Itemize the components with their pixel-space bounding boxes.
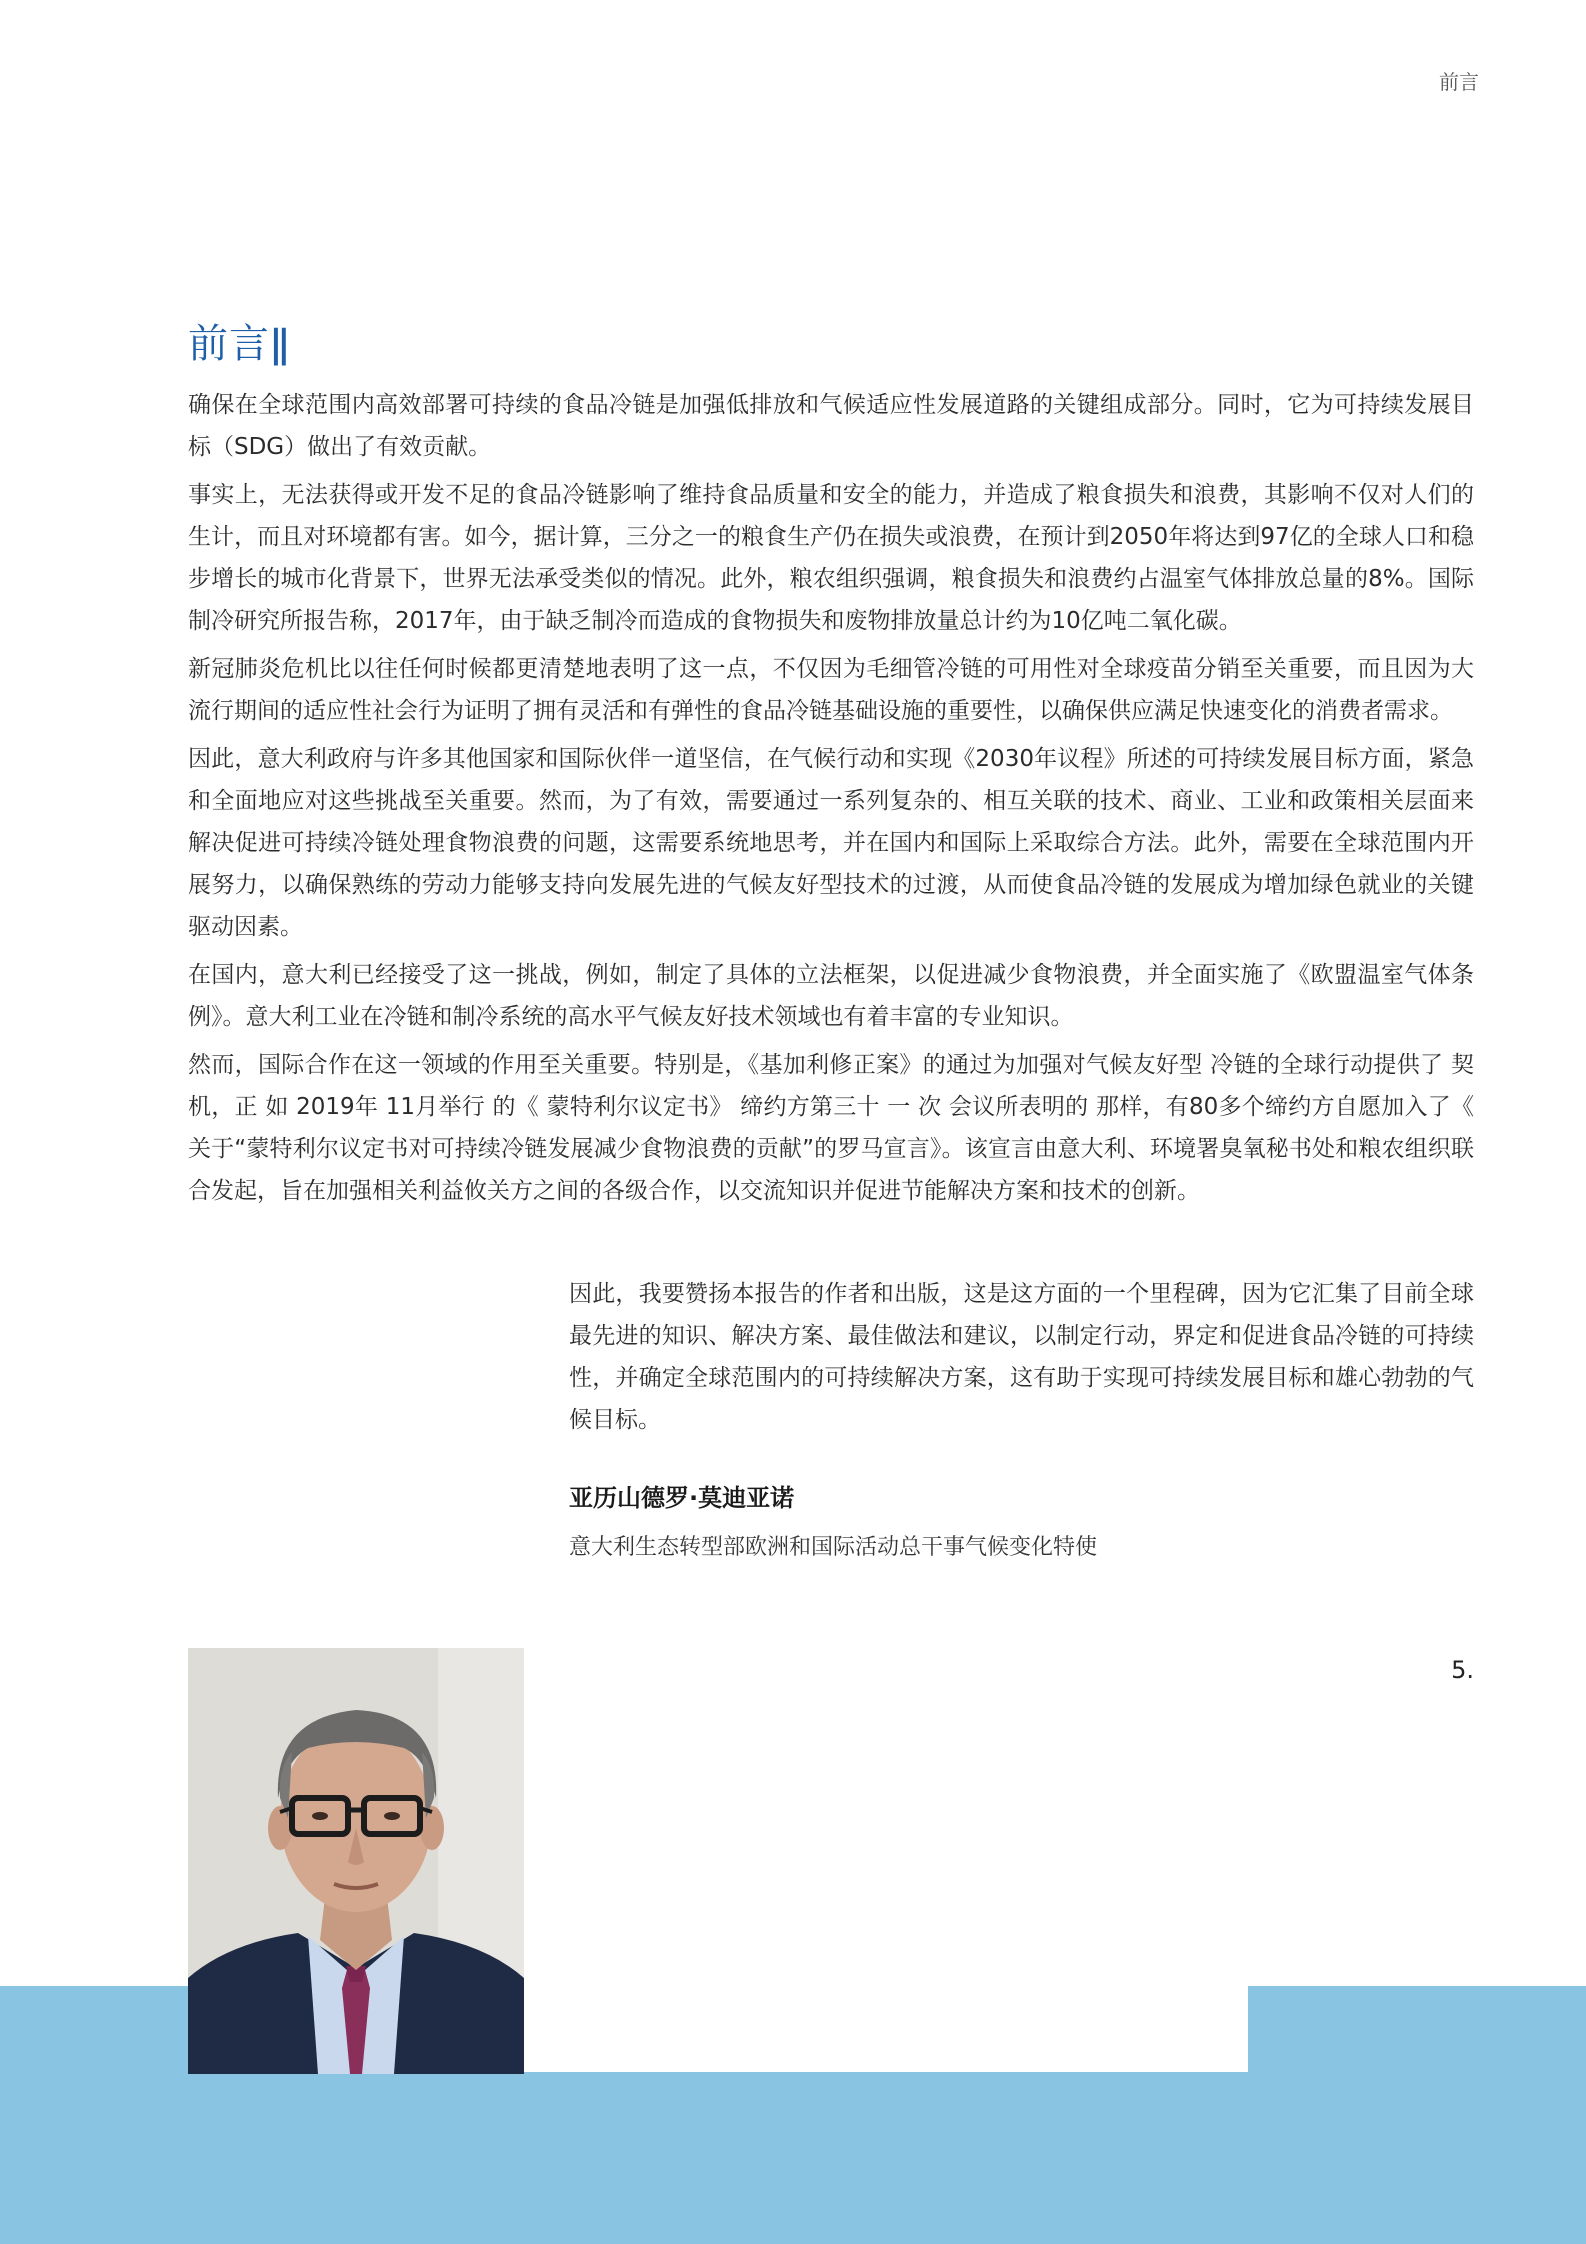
author-name: 亚历山德罗·莫迪亚诺 xyxy=(569,1484,795,1512)
body-text xyxy=(188,384,1474,1218)
paragraph: 在国内，意大利已经接受了这一挑战，例如，制定了具体的立法框架，以促进减少食物浪费，并全面实施了《欧盟温室气体条例》。意大利工业在冷链和制冷系统的高水平气候友好技术领域也有着丰富的专业知识。 xyxy=(188,962,1474,1030)
paragraph: 然而，国际合作在这一领域的作用至关重要。特别是，《基加利修正案》的通过为加强对气候友好型 冷链的全球行动提供了 契机，正 如 2019年 11月举行 的《 蒙特利尔议定书》 缔约方第三十 一 次 会议所表明的 那样，有80多个缔约方自愿加入了《 关于“蒙特利尔议定书对可持续冷链发展减少食物浪费的贡献”的罗马宣言》。该宣言由意大利、环境署臭氧秘书处和粮农组织联合发起，旨在加强相关利益攸关方之间的各级合作，以交流知识并促进节能解决方案和技术的创新。 xyxy=(188,1052,1474,1204)
closing-paragraph: 因此，我要赞扬本报告的作者和出版，这是这方面的一个里程碑，因为它汇集了目前全球最先进的知识、解决方案、最佳做法和建议，以制定行动，界定和促进食品冷链的可持续性，并确定全球范围内的可持续解决方案，这有助于实现可持续发展目标和雄心勃勃的气候目标。 xyxy=(569,1281,1474,1433)
paragraph: 新冠肺炎危机比以往任何时候都更清楚地表明了这一点，不仅因为毛细管冷链的可用性对全球疫苗分销至关重要，而且因为大流行期间的适应性社会行为证明了拥有灵活和有弹性的食品冷链基础设施的重要性，以确保供应满足快速变化的消费者需求。 xyxy=(188,656,1474,724)
author-title: 意大利生态转型部欧洲和国际活动总干事气候变化特使 xyxy=(569,1535,1098,1560)
author-portrait xyxy=(188,1648,524,2074)
closing-block xyxy=(569,1273,1474,1441)
paragraph: 因此，意大利政府与许多其他国家和国际伙伴一道坚信，在气候行动和实现《2030年议程》所述的可持续发展目标方面，紧急和全面地应对这些挑战至关重要。然而，为了有效，需要通过一系列复杂的、相互关联的技术、商业、工业和政策相关层面来解决促进可持续冷链处理食物浪费的问题，这需要系统地思考，并在国内和国际上采取综合方法。此外，需要在全球范围内开展努力，以确保熟练的劳动力能够支持向发展先进的气候友好型技术的过渡，从而使食品冷链的发展成为增加绿色就业的关键驱动因素。 xyxy=(188,746,1474,940)
running-header: 前言 xyxy=(1439,70,1479,94)
portrait-illustration xyxy=(188,1648,524,2074)
decorative-band-right xyxy=(1248,1986,1586,2086)
paragraph: 事实上，无法获得或开发不足的食品冷链影响了维持食品质量和安全的能力，并造成了粮食损失和浪费，其影响不仅对人们的生计，而且对环境都有害。如今，据计算，三分之一的粮食生产仍在损失或浪费，在预计到2050年将达到97亿的全球人口和稳步增长的城市化背景下，世界无法承受类似的情况。此外，粮农组织强调，粮食损失和浪费约占温室气体排放总量的8%。国际制冷研究所报告称，2017年，由于缺乏制冷而造成的食物损失和废物排放量总计约为10亿吨二氧化碳。 xyxy=(188,482,1474,634)
paragraph: 确保在全球范围内高效部署可持续的食品冷链是加强低排放和气候适应性发展道路的关键组成部分。同时，它为可持续发展目标（SDG）做出了有效贡献。 xyxy=(188,392,1474,460)
decorative-band-bottom xyxy=(0,2072,1586,2244)
section-title: 前言ǁ xyxy=(188,321,291,367)
page-number: 5. xyxy=(1451,1656,1474,1684)
decorative-band-left xyxy=(0,1986,188,2086)
